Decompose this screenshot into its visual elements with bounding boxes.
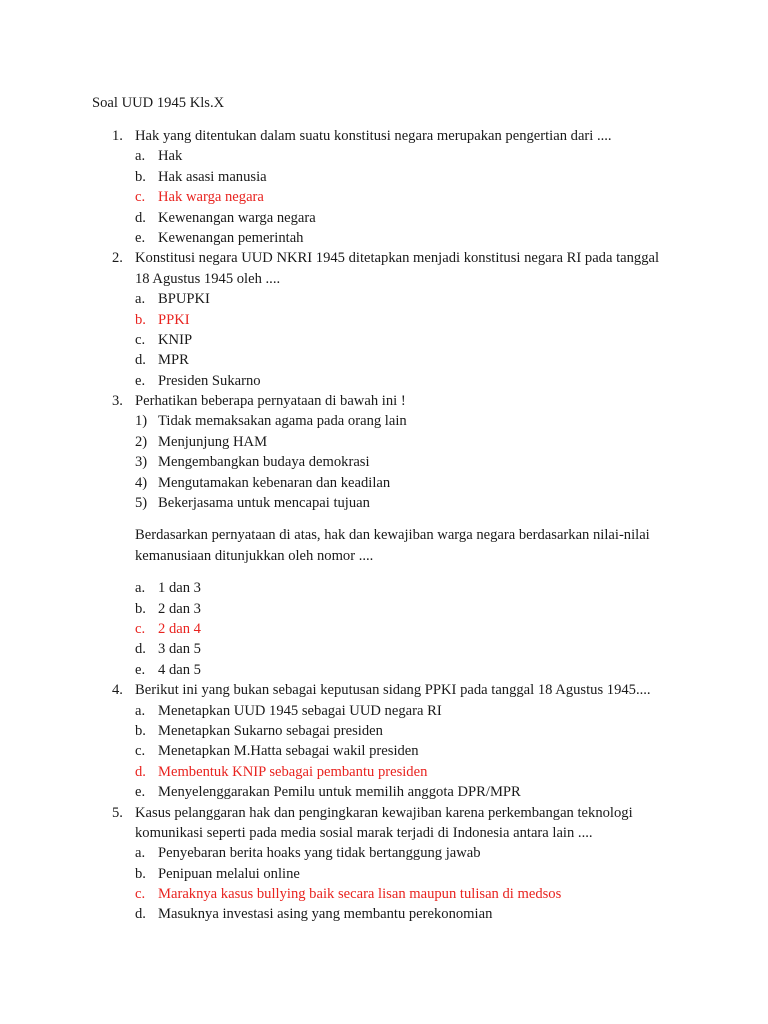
option-label: a. (135, 702, 146, 719)
statement-number: 5) (135, 495, 148, 512)
answer-option (0, 167, 768, 187)
option-text: 2 dan 4 (158, 620, 201, 637)
answer-option (0, 228, 768, 248)
spacer (0, 513, 768, 525)
answer-option (0, 741, 768, 761)
question-list (0, 126, 768, 925)
question-number: 4. (112, 682, 123, 699)
option-text: PPKI (158, 311, 190, 328)
answer-option (0, 843, 768, 863)
option-text: Penyebaran berita hoaks yang tidak bertanggung jawab (158, 845, 481, 862)
option-label: a. (135, 845, 146, 862)
option-label: b. (135, 600, 146, 617)
option-text: Menetapkan UUD 1945 sebagai UUD negara RI (158, 702, 442, 719)
question-text: 18 Agustus 1945 oleh .... (135, 270, 281, 287)
option-label: b. (135, 168, 146, 185)
question-text: Kasus pelanggaran hak dan pengingkaran kewajiban karena perkembangan teknologi (135, 804, 633, 821)
question-text: Konstitusi negara UUD NKRI 1945 ditetapkan menjadi konstitusi negara RI pada tanggal (135, 250, 660, 267)
question-text-line (0, 391, 768, 411)
statement-item (0, 411, 768, 431)
question-text-line (0, 803, 768, 823)
option-text: 3 dan 5 (158, 641, 201, 658)
option-text: Menetapkan M.Hatta sebagai wakil presiden (158, 743, 419, 760)
option-text: KNIP (158, 331, 193, 348)
answer-option (0, 146, 768, 166)
question-number: 3. (112, 393, 123, 410)
question-3 (0, 391, 768, 680)
spacer (0, 566, 768, 578)
answer-option (0, 721, 768, 741)
option-text: Maraknya kasus bullying baik secara lisan maupun tulisan di medsos (158, 886, 562, 903)
answer-option (0, 639, 768, 659)
answer-option (0, 599, 768, 619)
question-text: Hak yang ditentukan dalam suatu konstitusi negara merupakan pengertian dari .... (135, 128, 612, 144)
option-text: 2 dan 3 (158, 600, 201, 617)
option-label: d. (135, 209, 146, 226)
answer-option (0, 701, 768, 721)
question-number: 2. (112, 250, 123, 267)
answer-option (0, 310, 768, 330)
answer-option (0, 187, 768, 207)
option-label: c. (135, 620, 146, 637)
question-4 (0, 680, 768, 802)
statement-text: Mengembangkan budaya demokrasi (158, 454, 370, 471)
option-label: c. (135, 331, 146, 348)
answer-option (0, 884, 768, 904)
statement-text: Mengutamakan kebenaran dan keadilan (158, 474, 391, 491)
statement-number: 1) (135, 413, 148, 430)
option-label: a. (135, 291, 146, 308)
statement-number: 3) (135, 454, 148, 471)
option-text: Hak warga negara (158, 189, 264, 206)
answer-option (0, 904, 768, 924)
answer-option (0, 864, 768, 884)
statement-item (0, 452, 768, 472)
answer-option (0, 619, 768, 639)
option-label: b. (135, 722, 146, 739)
statement-text: Menjunjung HAM (158, 433, 268, 450)
option-text: MPR (158, 352, 189, 369)
option-text: Kewenangan warga negara (158, 209, 316, 226)
question-1 (0, 126, 768, 248)
question-number: 5. (112, 804, 123, 821)
question-text-line (0, 248, 768, 268)
option-text: Penipuan melalui online (158, 865, 300, 882)
option-label: c. (135, 189, 146, 206)
answer-option (0, 330, 768, 350)
option-label: a. (135, 148, 146, 165)
option-text: Presiden Sukarno (158, 372, 261, 389)
statement-item (0, 432, 768, 452)
followup-text: kemanusiaan ditunjukkan oleh nomor .... (135, 547, 374, 564)
option-text: Hak asasi manusia (158, 168, 267, 185)
option-text: Menyelenggarakan Pemilu untuk memilih anggota DPR/MPR (158, 784, 521, 801)
statement-text: Bekerjasama untuk mencapai tujuan (158, 495, 370, 512)
answer-option (0, 660, 768, 680)
question-text: komunikasi seperti pada media sosial marak terjadi di Indonesia antara lain .... (135, 824, 593, 841)
question-number: 1. (112, 128, 123, 144)
question-text: Berikut ini yang bukan sebagai keputusan sidang PPKI pada tanggal 18 Agustus 1945.... (135, 682, 651, 699)
answer-option (0, 208, 768, 228)
statement-number: 2) (135, 433, 148, 450)
option-label: a. (135, 580, 146, 597)
option-text: Kewenangan pemerintah (158, 229, 304, 246)
document-title: Soal UUD 1945 Kls.X (92, 95, 225, 111)
option-label: e. (135, 229, 146, 246)
question-text-line (0, 269, 768, 289)
option-text: Hak (158, 148, 183, 165)
question-2 (0, 248, 768, 391)
option-label: d. (135, 906, 146, 923)
option-label: e. (135, 661, 146, 678)
followup-text-line (0, 525, 768, 545)
answer-option (0, 350, 768, 370)
option-text: Menetapkan Sukarno sebagai presiden (158, 722, 383, 739)
option-label: d. (135, 352, 146, 369)
option-label: b. (135, 311, 146, 328)
option-text: 1 dan 3 (158, 580, 201, 597)
answer-option (0, 762, 768, 782)
answer-option (0, 371, 768, 391)
option-label: e. (135, 784, 146, 801)
option-label: d. (135, 641, 146, 658)
option-label: c. (135, 886, 146, 903)
question-text-line (0, 823, 768, 843)
option-text: Masuknya investasi asing yang membantu perekonomian (158, 906, 493, 923)
followup-text-line (0, 546, 768, 566)
option-text: BPUPKI (158, 291, 210, 308)
answer-option (0, 782, 768, 802)
option-label: e. (135, 372, 146, 389)
statement-number: 4) (135, 474, 148, 491)
option-text: Membentuk KNIP sebagai pembantu presiden (158, 763, 428, 780)
option-label: c. (135, 743, 146, 760)
option-label: d. (135, 763, 146, 780)
answer-option (0, 578, 768, 598)
answer-option (0, 289, 768, 309)
question-text-line (0, 126, 768, 146)
option-text: 4 dan 5 (158, 661, 201, 678)
option-label: b. (135, 865, 146, 882)
statement-item (0, 493, 768, 513)
followup-text: Berdasarkan pernyataan di atas, hak dan kewajiban warga negara berdasarkan nilai-nilai (135, 527, 650, 544)
statement-text: Tidak memaksakan agama pada orang lain (158, 413, 407, 430)
question-5 (0, 803, 768, 925)
question-text-line (0, 680, 768, 700)
statement-item (0, 473, 768, 493)
question-text: Perhatikan beberapa pernyataan di bawah ini ! (135, 393, 406, 410)
